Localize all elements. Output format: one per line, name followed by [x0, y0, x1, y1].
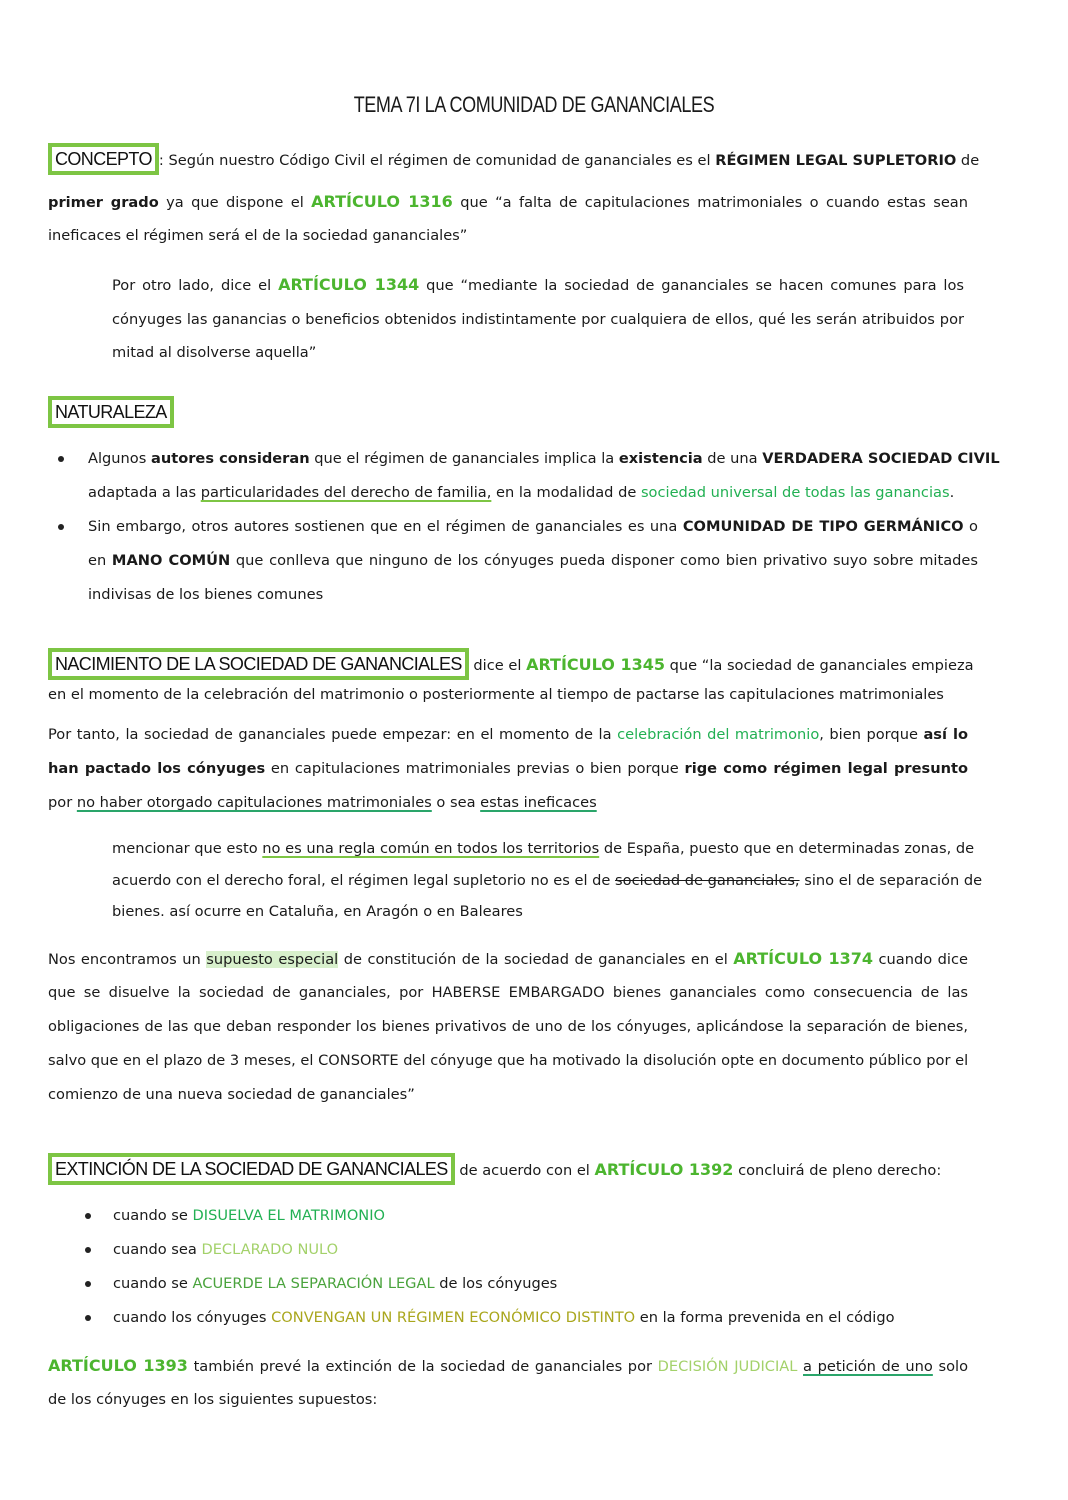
green-text: ACUERDE LA SEPARACIÓN LEGAL [192, 1275, 435, 1292]
nacimiento-p2-line-3 [48, 793, 968, 813]
naturaleza-b2-line-2 [88, 551, 978, 571]
extincion-line-1 [48, 1153, 968, 1185]
concepto-p2-line-3: mitad al disolverse aquella” [112, 344, 317, 361]
text: mencionar que esto [112, 840, 263, 857]
bold-text: así lo [923, 726, 968, 743]
bold-text: MANO COMÚN [111, 552, 231, 569]
naturaleza-b1-line-2 [88, 483, 978, 503]
text: cuando sea [113, 1241, 202, 1258]
green-text: celebración del matrimonio [617, 726, 820, 743]
naturaleza-b2-line-1 [88, 517, 978, 537]
heading-naturaleza: NATURALEZA [48, 396, 174, 428]
concepto-p2-line-1 [112, 275, 964, 296]
text: que el régimen de gananciales implica la [309, 450, 619, 467]
article-1345: ARTÍCULO 1345 [526, 655, 665, 674]
concepto-line-2 [48, 192, 968, 213]
text: en [88, 552, 112, 569]
struck-text: sociedad de gananciales, [615, 872, 800, 889]
text: : Según nuestro Código Civil el régimen de comunidad de gananciales es el [158, 152, 716, 169]
nacimiento-p4-line-4: salvo que en el plazo de 3 meses, el CONSORTE del cónyuge que ha motivado la disolución opte en documento público por el [48, 1052, 969, 1069]
extincion-item [113, 1240, 963, 1260]
text: acuerdo con el derecho foral, el régimen legal supletorio no es el de [112, 872, 616, 889]
text: que “a falta de capitulaciones matrimoniales o cuando estas sean [452, 194, 968, 211]
nacimiento-p2-line-1 [48, 725, 968, 745]
text: . [949, 484, 955, 501]
article-1316: ARTÍCULO 1316 [311, 192, 453, 211]
nacimiento-p2-line-2 [48, 759, 968, 779]
nacimiento-p3-line-3: bienes. así ocurre en Cataluña, en Aragón o en Baleares [112, 903, 523, 920]
bullet-icon [85, 1315, 91, 1321]
article-1374: ARTÍCULO 1374 [733, 949, 874, 968]
text: sino el de separación de [799, 872, 983, 889]
green-text: sociedad universal de todas las ganancias [640, 484, 950, 501]
text: Por otro lado, dice el [112, 277, 279, 294]
nacimiento-p3-line-2 [112, 871, 983, 891]
text: o sea [431, 794, 481, 811]
extincion-item [113, 1206, 963, 1226]
underlined-text: a petición de uno [803, 1358, 933, 1375]
underlined-text: estas ineficaces [480, 794, 597, 811]
bold-text: COMUNIDAD DE TIPO GERMÁNICO [682, 518, 964, 535]
article-1344: ARTÍCULO 1344 [278, 275, 420, 294]
text: de [956, 152, 980, 169]
naturaleza-b1-line-1 [88, 449, 1000, 469]
bold-text: RÉGIMEN LEGAL SUPLETORIO [715, 152, 957, 169]
extincion-item [113, 1308, 963, 1328]
bullet-icon [58, 524, 64, 530]
nacimiento-line-2: en el momento de la celebración del matrimonio o posteriormente al tiempo de pactarse las capitulaciones matrimoniales [48, 686, 944, 703]
article-1392: ARTÍCULO 1392 [594, 1160, 734, 1179]
heading-nacimiento: NACIMIENTO DE LA SOCIEDAD DE GANANCIALES [48, 648, 469, 680]
text: de acuerdo con el [454, 1162, 595, 1179]
text: en la modalidad de [491, 484, 641, 501]
bullet-icon [85, 1247, 91, 1253]
article-1393-line-1 [48, 1356, 968, 1377]
text: cuando los cónyuges [113, 1309, 272, 1326]
text: concluirá de pleno derecho: [733, 1162, 942, 1179]
text: , bien porque [819, 726, 924, 743]
bold-text: rige como régimen legal presunto [684, 760, 968, 777]
nacimiento-p4-line-2: que se disuelve la sociedad de gananciales, por HABERSE EMBARGADO bienes gananciales como consecuencia de las [48, 984, 968, 1001]
extincion-item [113, 1274, 963, 1294]
text: cuando se [113, 1207, 193, 1224]
green-text: DECLARADO NULO [201, 1241, 339, 1258]
heading-extincion: EXTINCIÓN DE LA SOCIEDAD DE GANANCIALES [48, 1153, 455, 1185]
text: ya que dispone el [158, 194, 312, 211]
bullet-icon [85, 1213, 91, 1219]
green-text: DECISIÓN JUDICIAL [657, 1358, 798, 1375]
naturaleza-heading-row [48, 396, 968, 428]
heading-concepto: CONCEPTO [48, 143, 159, 175]
nacimiento-line-1 [48, 648, 974, 680]
concepto-line-1 [48, 143, 980, 175]
text: Algunos [88, 450, 151, 467]
text: Nos encontramos un [48, 951, 207, 968]
naturaleza-b2-line-3: indivisas de los bienes comunes [88, 586, 324, 603]
text: de constitución de la sociedad de gananciales en el [338, 951, 734, 968]
nacimiento-p4-line-3: obligaciones de las que deban responder los bienes privativos de uno de los cónyuges, aplicándose la separación de bienes, [48, 1018, 968, 1035]
text: de España, puesto que en determinadas zonas, de [599, 840, 975, 857]
text: de los cónyuges [434, 1275, 558, 1292]
text: Por tanto, la sociedad de gananciales puede empezar: en el momento de la [48, 726, 618, 743]
page-title: TEMA 7I LA COMUNIDAD DE GANANCIALES [353, 92, 715, 117]
concepto-line-3: ineficaces el régimen será el de la sociedad gananciales” [48, 227, 468, 244]
text: Sin embargo, otros autores sostienen que en el régimen de gananciales es una [88, 518, 683, 535]
underlined-text: no es una regla común en todos los territorios [262, 840, 600, 857]
text: cuando se [113, 1275, 193, 1292]
underlined-text: no haber otorgado capitulaciones matrimoniales [76, 794, 432, 811]
text: en la forma prevenida en el código [635, 1309, 895, 1326]
bold-text: han pactado los cónyuges [48, 760, 266, 777]
text: dice el [468, 657, 527, 674]
text: que conlleva que ninguno de los cónyuges pueda disponer como bien privativo suyo sobre mitades [230, 552, 978, 569]
nacimiento-p4-line-1 [48, 949, 968, 970]
text: de una [702, 450, 763, 467]
text: cuando dice [873, 951, 968, 968]
text: que “la sociedad de gananciales empieza [664, 657, 974, 674]
green-text: DISUELVA EL MATRIMONIO [192, 1207, 386, 1224]
underlined-text: particularidades del derecho de familia, [200, 484, 492, 501]
text: también prevé la extinción de la sociedad de gananciales por [187, 1358, 658, 1375]
concepto-p2-line-2: cónyuges las ganancias o beneficios obtenidos indistintamente por cualquiera de ellos, qué les serán atribuidos por [112, 311, 964, 328]
article-1393-line-2: de los cónyuges en los siguientes supuestos: [48, 1391, 378, 1408]
bold-text: primer grado [48, 194, 159, 211]
bold-text: autores consideran [150, 450, 310, 467]
text: en capitulaciones matrimoniales previas o bien porque [265, 760, 685, 777]
olive-text: CONVENGAN UN RÉGIMEN ECONÓMICO DISTINTO [271, 1309, 636, 1326]
bullet-icon [85, 1281, 91, 1287]
article-1393: ARTÍCULO 1393 [48, 1356, 188, 1375]
text: adaptada a las [88, 484, 201, 501]
nacimiento-p4-line-5: comienzo de una nueva sociedad de gananciales” [48, 1086, 415, 1103]
highlighted-text: supuesto especial [206, 951, 339, 968]
text: por [48, 794, 77, 811]
text: que “mediante la sociedad de gananciales se hacen comunes para los [419, 277, 964, 294]
text: o [963, 518, 978, 535]
bullet-icon [58, 456, 64, 462]
nacimiento-p3-line-1 [112, 839, 975, 859]
bold-text: existencia [618, 450, 703, 467]
bold-text: VERDADERA SOCIEDAD CIVIL [762, 450, 1000, 467]
text: solo [932, 1358, 969, 1375]
